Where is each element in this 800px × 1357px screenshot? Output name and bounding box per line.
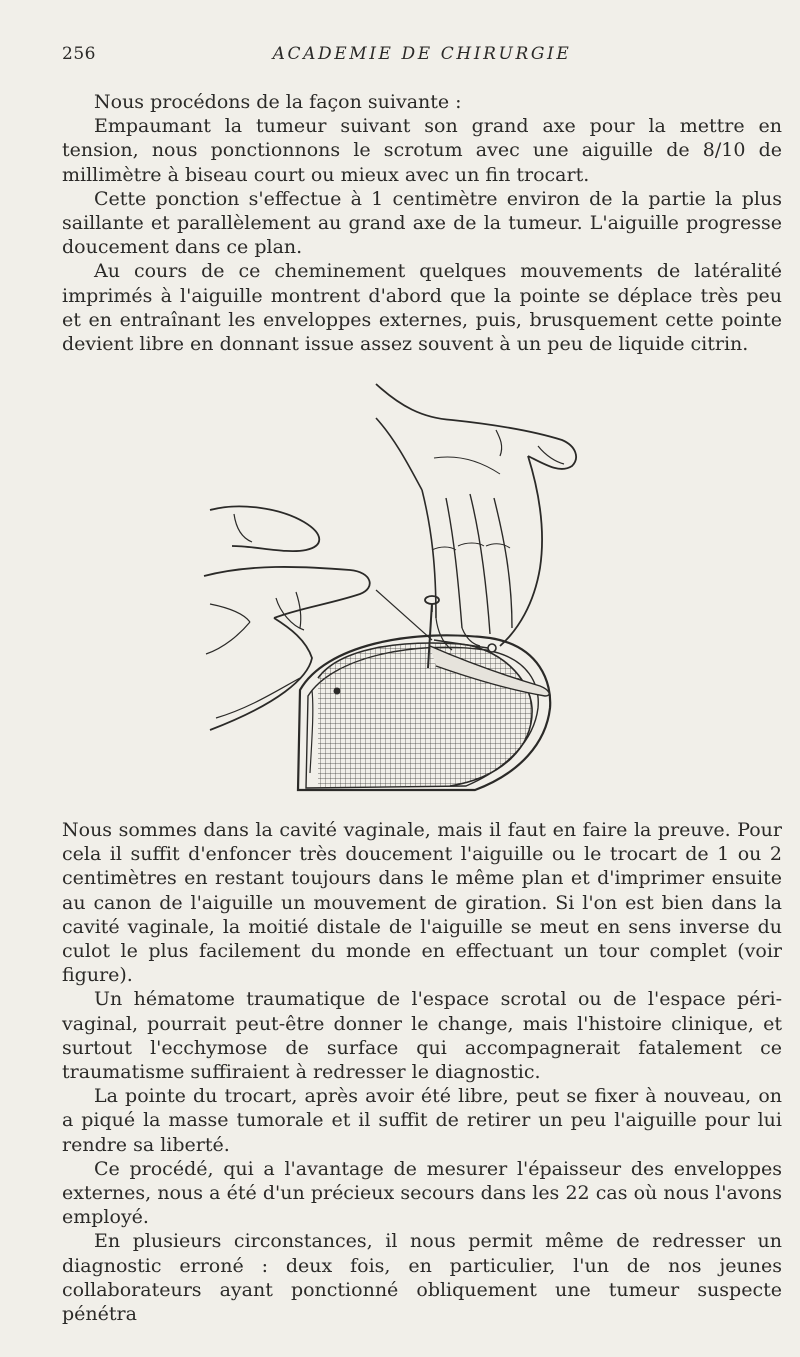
- figure-puncture-illustration: [200, 378, 660, 798]
- paragraph: Un hématome traumatique de l'espace scrotal ou de l'espace péri-vaginal, pourrait peut-être donner le change, mais l'histoire clinique, et surtout l'ecchymose de surface qui accompagnerait fatalement ce traumatisme suffiraient à redresser le diagnostic.: [62, 988, 782, 1084]
- paragraph: Nous procédons de la façon suivante :: [94, 91, 462, 113]
- hand-needle-drawing: [200, 378, 660, 798]
- paragraph: En plusieurs circonstances, il nous permit même de redresser un diagnostic erroné : deux fois, en particulier, l'un de nos jeunes collaborateurs ayant ponctionné obliquement une tumeur suspecte pénétra: [62, 1230, 782, 1326]
- running-title: ACADEMIE DE CHIRURGIE: [272, 44, 572, 64]
- tumor-mass: [298, 635, 550, 790]
- paragraph: Au cours de ce cheminement quelques mouvements de latéralité imprimés à l'aiguille montrent d'abord que la pointe se déplace très peu et en entraînant les enveloppes externes, puis, brusquement cette pointe devient libre en donnant issue assez souvent à un peu de liquide citrin.: [62, 260, 782, 356]
- page-header: [62, 44, 782, 70]
- paragraph: Ce procédé, qui a l'avantage de mesurer l'épaisseur des enveloppes externes, nous a été d'un précieux secours dans les 22 cas où nous l'avons employé.: [62, 1157, 782, 1229]
- text-block-bottom: [62, 818, 782, 1326]
- paragraph: Nous sommes dans la cavité vaginale, mais il faut en faire la preuve. Pour cela il suffit d'enfoncer très doucement l'aiguille ou le trocart de 1 ou 2 centimètres en restant toujours dans le même plan et d'imprimer ensuite au canon de l'aiguille un mouvement de giration. Si l'on est bien dans la cavité vaginale, la moitié distale de l'aiguille se meut en sens inverse du culot le plus facilement du monde en effectuant un tour complet (voir figure).: [62, 819, 782, 987]
- paragraph: Empaumant la tumeur suivant son grand axe pour la mettre en tension, nous ponctionnons le scrotum avec une aiguille de 8/10 de millimètre à biseau court ou mieux avec un fin trocart.: [62, 115, 782, 186]
- paragraph: La pointe du trocart, après avoir été libre, peut se fixer à nouveau, on a piqué la masse tumorale et il suffit de retirer un peu l'aiguille pour lui rendre sa liberté.: [62, 1085, 782, 1156]
- paragraph: Cette ponction s'effectue à 1 centimètre environ de la partie la plus saillante et parallèlement au grand axe de la tumeur. L'aiguille progresse doucement dans ce plan.: [62, 187, 782, 259]
- page-number: 256: [62, 44, 96, 64]
- right-hand: [376, 384, 576, 650]
- text-block-top: [62, 90, 782, 356]
